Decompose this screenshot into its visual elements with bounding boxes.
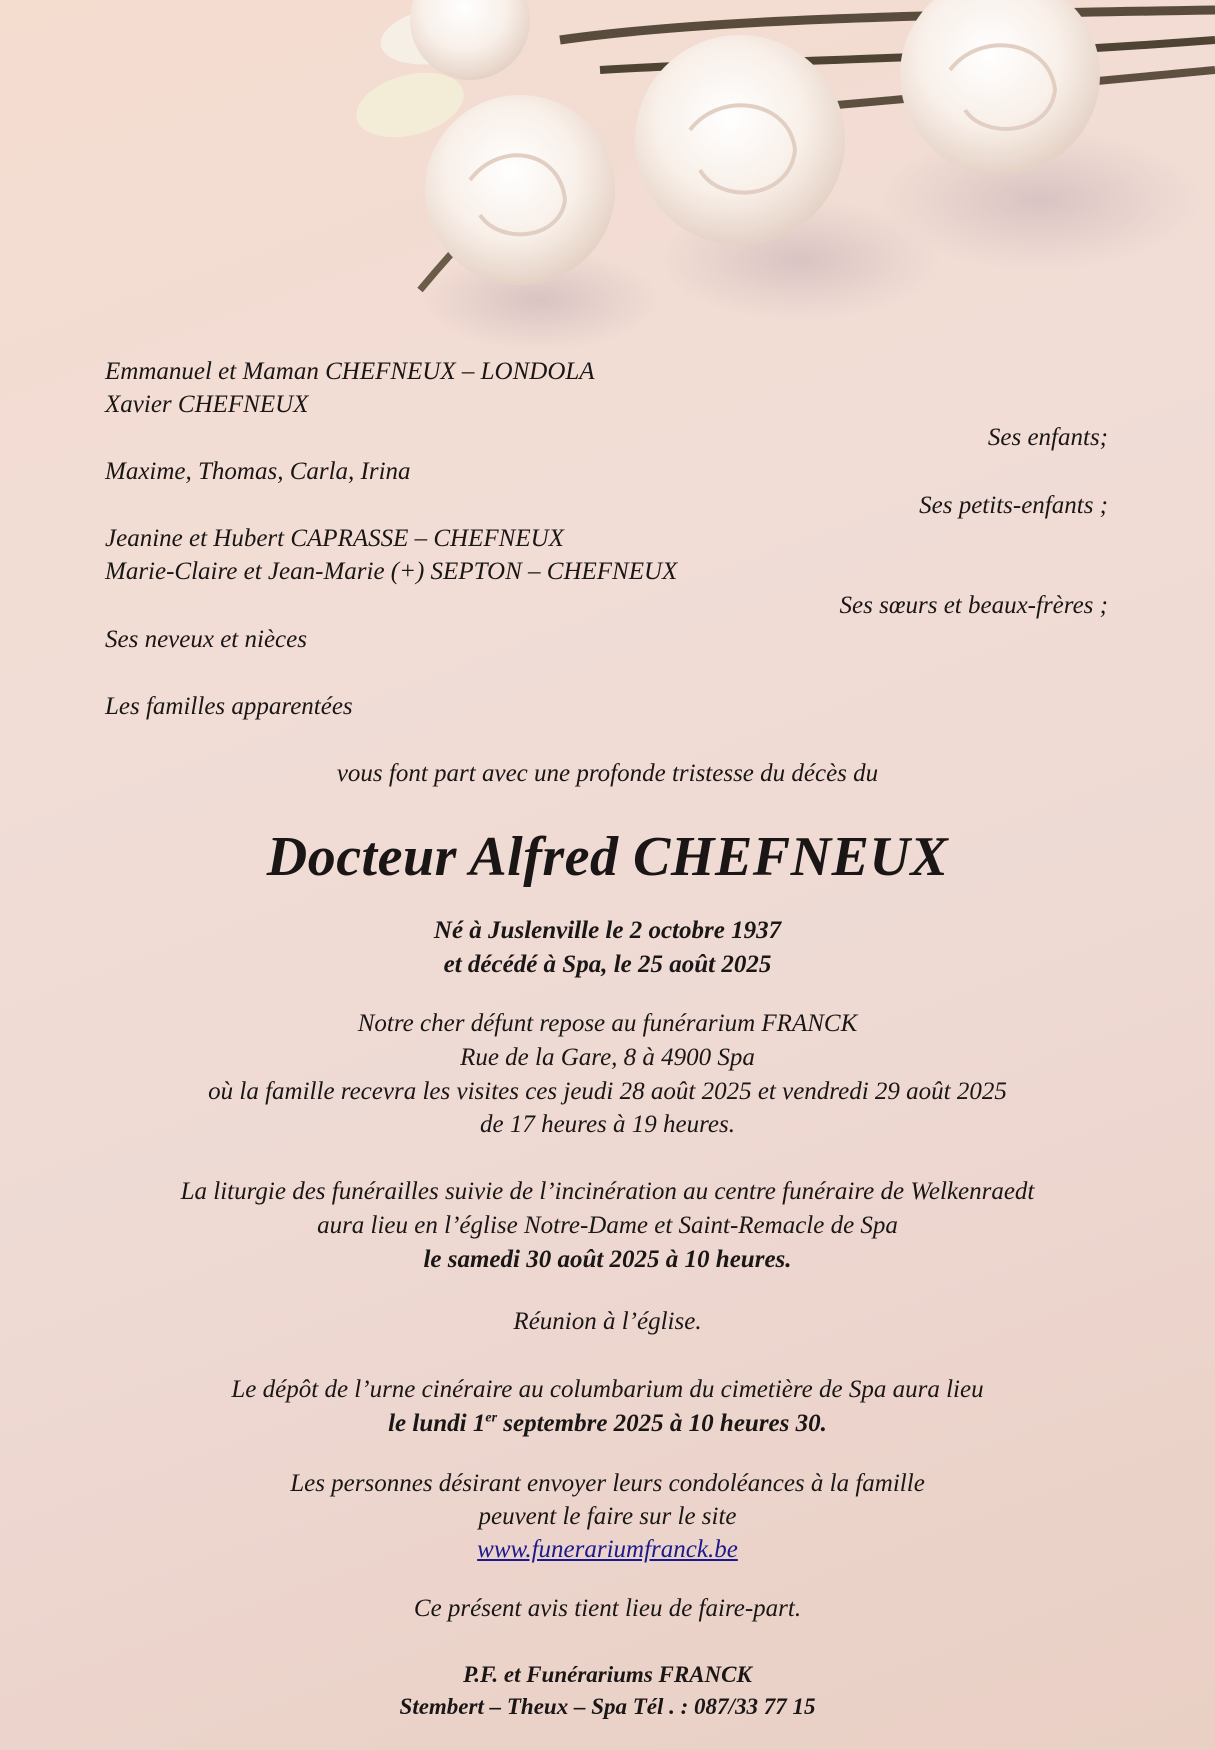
- urn-date-post: septembre 2025 à 10 heures 30.: [497, 1410, 827, 1437]
- liturgy-date: le samedi 30 août 2025 à 10 heures.: [423, 1246, 792, 1273]
- notice-line: Ce présent avis tient lieu de faire-part.: [413, 1595, 802, 1622]
- grandchildren-label: Ses petits-enfants ;: [919, 492, 1108, 519]
- death-line: et décédé à Spa, le 25 août 2025: [443, 951, 772, 978]
- viewing-line-2: Rue de la Gare, 8 à 4900 Spa: [460, 1044, 755, 1071]
- viewing-line-1: Notre cher défunt repose au funérarium FRANCK: [357, 1010, 858, 1037]
- announcement: vous font part avec une profonde tristesse du décès du: [336, 760, 879, 787]
- condolences-line-1: Les personnes désirant envoyer leurs condoléances à la famille: [290, 1470, 925, 1497]
- urn-date-sup: er: [485, 1410, 498, 1426]
- liturgy-line-2: aura lieu en l’église Notre-Dame et Saint-Remacle de Spa: [317, 1212, 898, 1239]
- urn-date: [0, 1410, 1215, 1438]
- footer-company: P.F. et Funérariums FRANCK: [463, 1662, 752, 1687]
- children-label: Ses enfants;: [987, 424, 1108, 451]
- siblings-line-1: Jeanine et Hubert CAPRASSE – CHEFNEUX: [105, 525, 564, 552]
- urn-line: Le dépôt de l’urne cinéraire au columbarium du cimetière de Spa aura lieu: [231, 1376, 984, 1403]
- nephews-line: Ses neveux et nièces: [105, 626, 307, 653]
- footer-contact: Stembert – Theux – Spa Tél . : 087/33 77 15: [399, 1694, 816, 1719]
- siblings-label: Ses sœurs et beaux-frères ;: [839, 592, 1108, 619]
- grandchildren-names: Maxime, Thomas, Carla, Irina: [105, 458, 411, 485]
- funerarium-website-link[interactable]: www.funerariumfranck.be: [477, 1536, 738, 1563]
- condolences-line-2: peuvent le faire sur le site: [478, 1503, 737, 1530]
- meeting-line: Réunion à l’église.: [513, 1308, 702, 1335]
- children-line-1: Emmanuel et Maman CHEFNEUX – LONDOLA: [105, 358, 595, 385]
- deceased-name: Docteur Alfred CHEFNEUX: [266, 826, 949, 888]
- viewing-line-4: de 17 heures à 19 heures.: [479, 1111, 736, 1138]
- viewing-line-3: où la famille recevra les visites ces jeudi 28 août 2025 et vendredi 29 août 2025: [208, 1078, 1007, 1105]
- siblings-line-2: Marie-Claire et Jean-Marie (+) SEPTON – CHEFNEUX: [105, 558, 678, 585]
- liturgy-line-1: La liturgie des funérailles suivie de l’incinération au centre funéraire de Welkenraedt: [180, 1178, 1035, 1205]
- condolences-url-row: [0, 1536, 1215, 1564]
- birth-line: Né à Juslenville le 2 octobre 1937: [433, 917, 782, 944]
- relatives-line: Les familles apparentées: [105, 693, 353, 720]
- children-line-2: Xavier CHEFNEUX: [105, 391, 309, 418]
- urn-date-pre: le lundi 1: [388, 1410, 486, 1437]
